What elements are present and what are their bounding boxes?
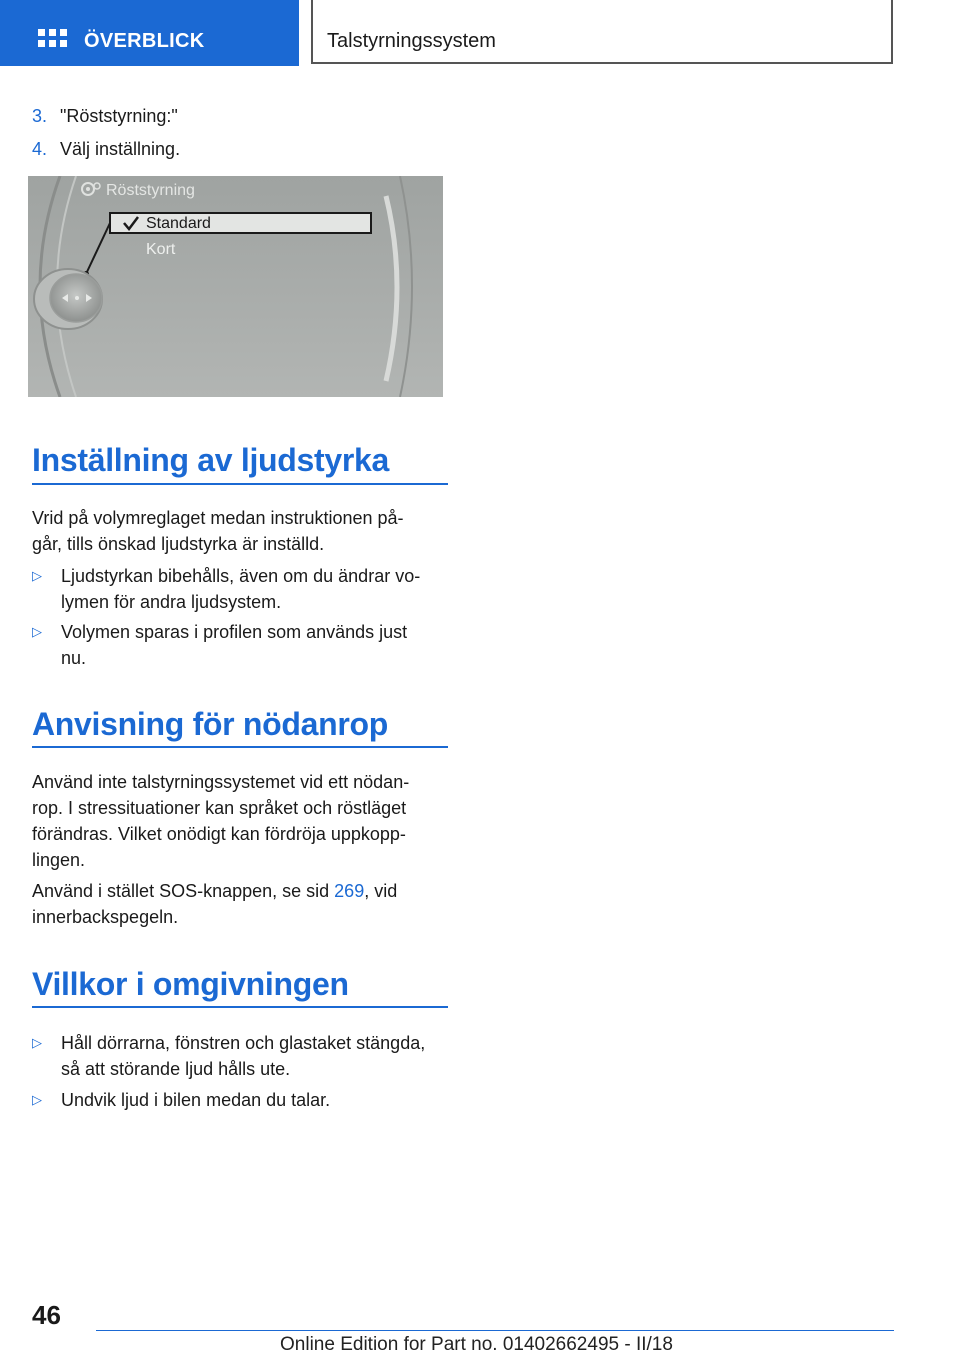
heading-rule bbox=[32, 1006, 448, 1008]
page-header bbox=[0, 0, 960, 66]
footer-edition: Online Edition for Part no. 01402662495 - II/18 bbox=[280, 1334, 673, 1355]
page-link[interactable]: 269 bbox=[334, 881, 365, 901]
screen-drawing bbox=[28, 176, 443, 397]
heading-volume: Inställning av ljudstyrka bbox=[32, 442, 390, 478]
heading-environment: Villkor i omgivningen bbox=[32, 966, 349, 1002]
heading-rule bbox=[32, 746, 448, 748]
option-standard: Standard bbox=[146, 215, 211, 232]
triangle-bullet-icon: ▷ bbox=[32, 568, 42, 583]
text-line: Håll dörrarna, fönstren och glastaket stängda, bbox=[61, 1033, 426, 1053]
text-line: så att störande ljud hålls ute. bbox=[61, 1059, 291, 1079]
text-line: Använd inte talstyrningssystemet vid ett nödan‐ bbox=[32, 772, 410, 792]
step-text: "Röststyrning:" bbox=[60, 106, 178, 126]
footer-rule bbox=[96, 1330, 894, 1331]
overview-label: ÖVERBLICK bbox=[84, 30, 205, 52]
text-line bbox=[32, 878, 448, 904]
text-line: Ljudstyrkan bibehålls, även om du ändrar vo‐ bbox=[61, 566, 421, 586]
page-number: 46 bbox=[32, 1300, 61, 1330]
bullet-item bbox=[32, 1030, 448, 1082]
triangle-bullet-icon: ▷ bbox=[32, 624, 42, 639]
text-line: lymen för andra ljudsystem. bbox=[61, 592, 282, 612]
heading-rule bbox=[32, 483, 448, 485]
controller-knob-icon bbox=[34, 269, 102, 329]
volume-paragraph bbox=[32, 505, 448, 557]
triangle-bullet-icon: ▷ bbox=[32, 1092, 42, 1107]
text-line: lingen. bbox=[32, 850, 86, 870]
text-line: går, tills önskad ljudstyrka är inställd. bbox=[32, 534, 325, 554]
text-span: Använd i stället SOS-knappen, se sid bbox=[32, 881, 335, 901]
step-4 bbox=[32, 139, 180, 160]
idrive-screen-illustration bbox=[28, 176, 443, 397]
text-line: förändras. Vilket onödigt kan fördröja uppkopp‐ bbox=[32, 824, 406, 844]
step-text: Välj inställning. bbox=[60, 139, 181, 159]
text-line: Vrid på volymreglaget medan instruktionen på‐ bbox=[32, 508, 404, 528]
bullet-item bbox=[32, 1087, 448, 1113]
grid-icon bbox=[38, 29, 68, 53]
emergency-paragraph-2 bbox=[32, 878, 448, 930]
triangle-bullet-icon: ▷ bbox=[32, 1035, 42, 1050]
step-number: 4. bbox=[32, 139, 48, 159]
emergency-paragraph-1 bbox=[32, 769, 448, 873]
section-title: Talstyrningssystem bbox=[327, 30, 496, 52]
text-line: nu. bbox=[61, 648, 87, 668]
bullet-item bbox=[32, 563, 448, 615]
text-line: innerbackspegeln. bbox=[32, 907, 179, 927]
text-line: rop. I stressituationer kan språket och röstläget bbox=[32, 798, 407, 818]
text-line: Undvik ljud i bilen medan du talar. bbox=[61, 1090, 331, 1110]
step-3 bbox=[32, 106, 178, 127]
step-number: 3. bbox=[32, 106, 48, 126]
screen-title: Röststyrning bbox=[106, 182, 195, 199]
text-span: , vid bbox=[364, 881, 398, 901]
overview-tab[interactable] bbox=[0, 0, 299, 66]
option-kort: Kort bbox=[146, 241, 176, 258]
text-line: Volymen sparas i profilen som används just bbox=[61, 622, 408, 642]
heading-emergency: Anvisning för nödanrop bbox=[32, 706, 389, 742]
bullet-item bbox=[32, 619, 448, 671]
section-tab[interactable] bbox=[311, 0, 893, 64]
